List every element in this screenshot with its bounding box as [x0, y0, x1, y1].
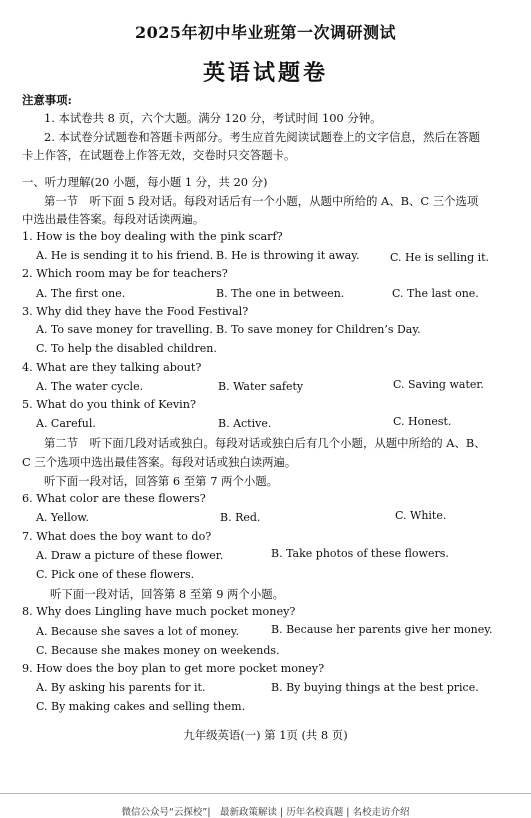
question-7-option-c: C. Pick one of these flowers. [36, 568, 195, 581]
footer-divider [0, 793, 531, 794]
question-4-option-b: B. Water safety [218, 380, 304, 393]
question-3-option-a: A. To save money for travelling. [36, 323, 213, 336]
question-6-option-b: B. Red. [220, 511, 261, 524]
part1-instruction-2: 中选出最佳答案。每段对话读两遍。 [22, 212, 205, 226]
question-9-option-c: C. By making cakes and selling them. [36, 700, 246, 713]
question-1-option-c: C. He is selling it. [390, 251, 490, 264]
part1-instruction-1: 第一节 听下面 5 段对话。每段对话后有一个小题，从题中所给的 A、B、C 三个选项 [44, 194, 479, 208]
question-5-option-b: B. Active. [218, 417, 272, 430]
question-3-option-b: B. To save money for Children’s Day. [216, 323, 421, 336]
page-number: 九年级英语(一) 第 1页 (共 8 页) [183, 728, 348, 742]
question-1-option-a: A. He is sending it to his friend. [36, 249, 214, 262]
instruction-q6-q7: 听下面一段对话，回答第 6 至第 7 两个小题。 [44, 474, 279, 488]
question-7-stem: 7. What does the boy want to do? [22, 530, 212, 543]
question-4-option-c: C. Saving water. [393, 378, 484, 391]
question-9-option-b: B. By buying things at the best price. [271, 681, 479, 694]
question-2-option-c: C. The last one. [392, 287, 479, 300]
question-4-stem: 4. What are they talking about? [22, 361, 202, 374]
question-2-option-a: A. The first one. [36, 287, 126, 300]
question-4-option-a: A. The water cycle. [36, 380, 144, 393]
section-heading: 一、听力理解(20 小题，每小题 1 分，共 20 分) [22, 175, 268, 189]
question-1-stem: 1. How is the boy dealing with the pink scarf? [22, 230, 283, 243]
question-6-option-a: A. Yellow. [36, 511, 90, 524]
question-5-option-c: C. Honest. [393, 415, 452, 428]
part2-instruction-1: 第二节 听下面几段对话或独白。每段对话或独白后有几个小题，从题中所给的 A、B、 [44, 436, 486, 450]
instruction-q8-q9: 听下面一段对话，回答第 8 至第 9 两个小题。 [50, 587, 285, 601]
question-2-option-b: B. The one in between. [216, 287, 345, 300]
question-7-option-a: A. Draw a picture of these flower. [36, 549, 224, 562]
question-8-option-b: B. Because her parents give her money. [271, 623, 493, 636]
question-9-option-a: A. By asking his parents for it. [36, 681, 206, 694]
question-6-stem: 6. What color are these flowers? [22, 492, 206, 505]
question-5-stem: 5. What do you think of Kevin? [22, 398, 196, 411]
part2-instruction-2: C 三个选项中选出最佳答案。每段对话或独白读两遍。 [22, 455, 297, 469]
question-5-option-a: A. Careful. [36, 417, 96, 430]
question-8-option-c: C. Because she makes money on weekends. [36, 644, 280, 657]
paper-title: 英语试题卷 [202, 60, 328, 86]
notice-line-2a: 2. 本试卷分试题卷和答题卡两部分。考生应首先阅读试题卷上的文字信息，然后在答题 [44, 130, 480, 144]
question-8-stem: 8. Why does Lingling have much pocket money? [22, 605, 296, 618]
question-7-option-b: B. Take photos of these flowers. [271, 547, 449, 560]
notice-heading: 注意事项: [22, 93, 72, 107]
question-8-option-a: A. Because she saves a lot of money. [36, 625, 239, 638]
question-6-option-c: C. White. [395, 509, 447, 522]
question-3-stem: 3. Why did they have the Food Festival? [22, 305, 249, 318]
question-2-stem: 2. Which room may be for teachers? [22, 267, 228, 280]
exam-title: 2025年初中毕业班第一次调研测试 [134, 23, 397, 42]
question-9-stem: 9. How does the boy plan to get more pocket money? [22, 662, 325, 675]
notice-line-2b: 卡上作答，在试题卷上作答无效，交卷时只交答题卡。 [22, 148, 296, 162]
bottom-banner: 微信公众号“云探校”| 最新政策解读 | 历年名校真题 | 名校走访介绍 [121, 807, 410, 818]
question-1-option-b: B. He is throwing it away. [216, 249, 360, 262]
question-3-option-c: C. To help the disabled children. [36, 342, 217, 355]
notice-line-1: 1. 本试卷共 8 页，六个大题。满分 120 分，考试时间 100 分钟。 [44, 111, 382, 125]
